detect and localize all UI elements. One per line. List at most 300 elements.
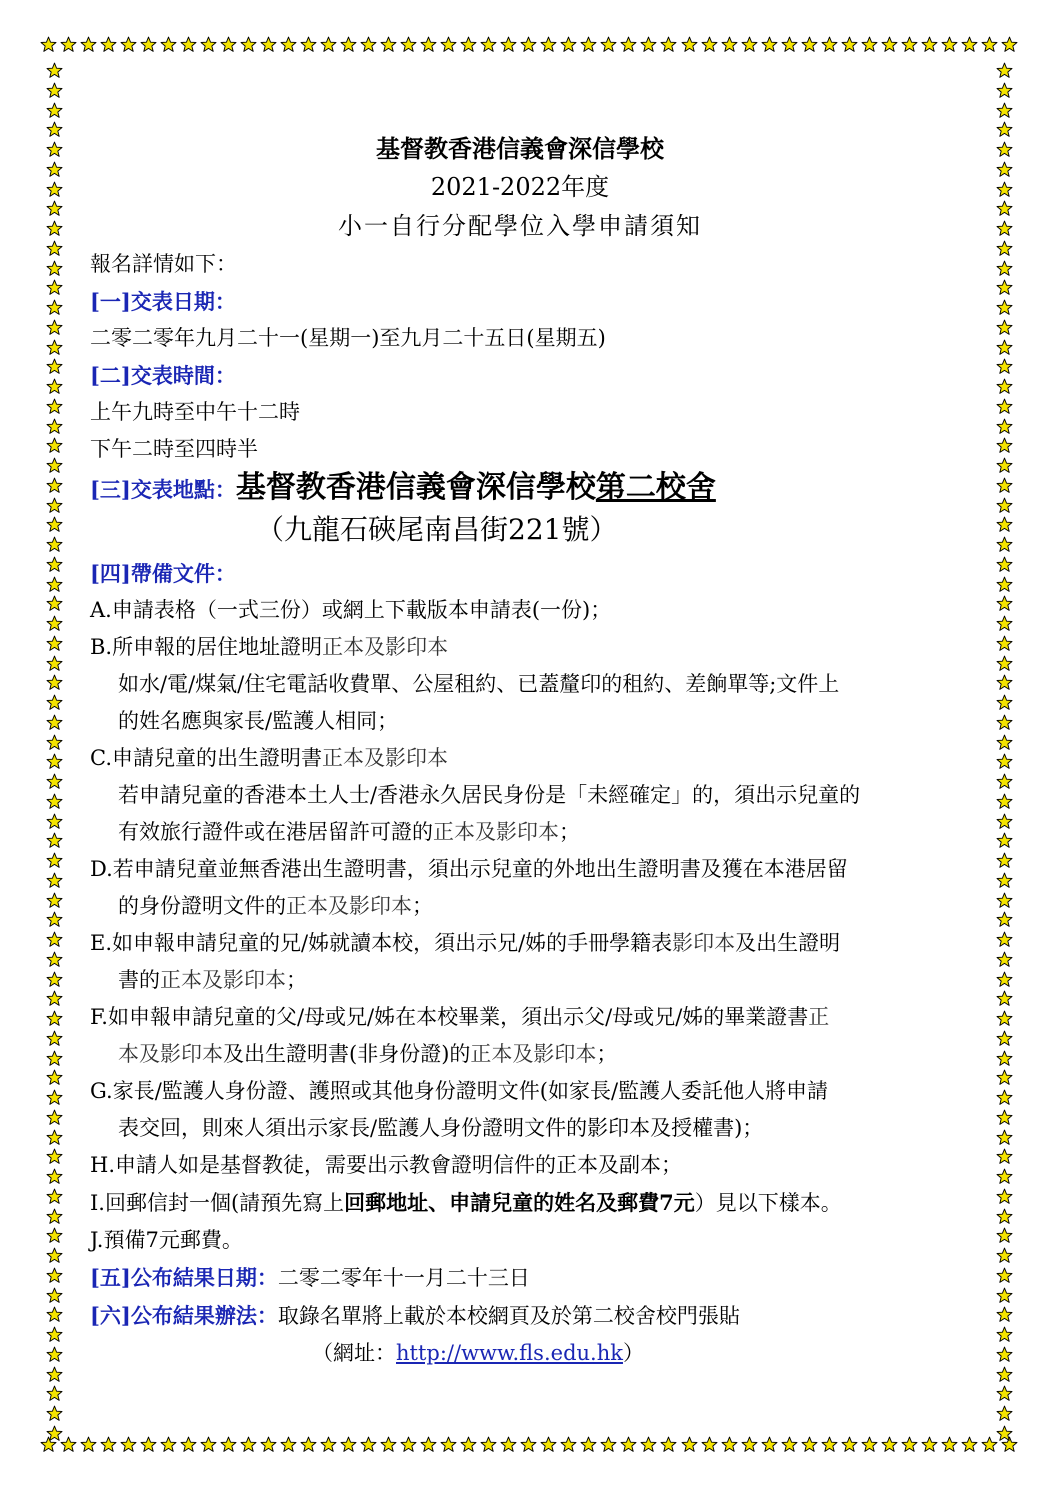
item-i-bold: 回郵地址、申請兒童的姓名及郵費7元 [344,1190,695,1215]
star-outline-icon [46,1247,63,1264]
star-outline-icon [46,121,63,138]
star-outline-icon [996,635,1013,652]
star-outline-icon [240,36,257,53]
star-outline-icon [46,734,63,751]
section-submission-date-heading: [一]交表日期： [90,289,236,314]
submission-time-morning: 上午九時至中午十二時 [90,400,300,424]
section-submission-time-heading: [二]交表時間： [90,363,236,388]
star-outline-icon [140,36,157,53]
star-outline-icon [540,1436,557,1453]
star-outline-icon [46,220,63,237]
star-outline-icon [841,36,858,53]
item-e-text: E.如申報申請兒童的兄/姊就讀本校，須出示兄/姊的手冊學籍表 [90,931,673,955]
star-outline-icon [46,1030,63,1047]
star-outline-icon [46,1109,63,1126]
star-outline-icon [46,576,63,593]
star-outline-icon [100,36,117,53]
star-outline-icon [996,1267,1013,1284]
star-outline-icon [881,1436,898,1453]
document-item-d-line2 [90,888,990,925]
star-outline-icon [996,1030,1013,1047]
star-outline-icon [640,36,657,53]
star-outline-icon [540,36,557,53]
star-outline-icon [996,1287,1013,1304]
star-outline-icon [996,299,1013,316]
item-d-line2-text: 的身份證明文件的 [118,894,286,918]
star-outline-icon [996,1405,1013,1422]
star-outline-icon [160,1436,177,1453]
star-outline-icon [180,1436,197,1453]
star-outline-icon [996,674,1013,691]
document-item-a: A.申請表格（一式三份）或網上下載版本申請表(一份)； [90,598,612,622]
star-outline-icon [320,1436,337,1453]
item-c-text: C.申請兒童的出生證明書 [90,746,322,770]
star-outline-icon [996,1425,1013,1442]
star-outline-icon [681,1436,698,1453]
item-e-line2-text: 書的 [118,968,160,992]
star-outline-icon [200,36,217,53]
star-outline-icon [996,1050,1013,1067]
website-suffix: ） [622,1341,644,1365]
star-outline-icon [46,418,63,435]
notice-title: 小一自行分配學位入學申請須知 [338,212,702,240]
star-outline-icon [996,1385,1013,1402]
star-outline-icon [46,793,63,810]
star-outline-icon [996,121,1013,138]
star-outline-icon [46,1366,63,1383]
item-b-highlight: 正本及影印本 [322,635,449,659]
star-outline-icon [996,556,1013,573]
star-outline-icon [46,398,63,415]
star-outline-icon [46,990,63,1007]
star-outline-icon [600,36,617,53]
item-e-highlight: 影印本 [672,931,736,955]
star-outline-icon [220,1436,237,1453]
result-date-text: 二零二零年十一月二十三日 [277,1266,530,1290]
star-outline-icon [996,773,1013,790]
item-e-line2-highlight: 正本及影印本 [160,968,286,992]
star-outline-icon [520,36,537,53]
star-outline-icon [46,536,63,553]
document-item-f-line2 [90,1036,990,1073]
star-outline-icon [996,141,1013,158]
item-e-line2-suffix: ； [286,968,307,992]
star-outline-icon [996,220,1013,237]
star-outline-icon [46,1089,63,1106]
star-outline-icon [901,36,918,53]
star-outline-icon [640,1436,657,1453]
website-prefix: （網址： [312,1341,396,1365]
star-outline-icon [996,655,1013,672]
star-outline-icon [60,36,77,53]
star-outline-icon [981,36,998,53]
star-outline-icon [46,181,63,198]
star-outline-icon [46,1227,63,1244]
star-outline-icon [996,615,1013,632]
star-outline-icon [460,36,477,53]
star-outline-icon [46,516,63,533]
star-outline-icon [861,1436,878,1453]
star-outline-icon [996,1089,1013,1106]
section-result-method [90,1297,990,1335]
item-i-text: I.回郵信封一個(請預先寫上 [90,1191,345,1215]
item-f-line2-suffix: ； [596,1042,618,1066]
star-outline-icon [996,536,1013,553]
star-outline-icon [801,36,818,53]
star-outline-icon [46,497,63,514]
document-item-g: G.家長/監護人身份證、護照或其他身份證明文件(如家長/監護人委託他人將申請 [90,1079,829,1103]
star-outline-icon [46,1208,63,1225]
document-item-h: H.申請人如是基督教徒，需要出示教會證明信件的正本及副本； [90,1153,682,1177]
item-c-line3-text: 有效旅行證件或在港居留許可證的 [118,820,433,844]
document-item-b [90,629,990,666]
star-outline-icon [46,1188,63,1205]
star-outline-icon [500,36,517,53]
star-outline-icon [996,793,1013,810]
star-outline-icon [996,240,1013,257]
star-outline-icon [120,36,137,53]
star-outline-icon [996,951,1013,968]
location-address: （九龍石硤尾南昌街221號） [256,513,618,546]
section-documents-heading: [四]帶備文件： [90,561,236,586]
star-outline-icon [600,1436,617,1453]
star-outline-icon [996,1168,1013,1185]
star-outline-icon [46,1267,63,1284]
star-outline-icon [996,339,1013,356]
star-outline-icon [46,892,63,909]
school-title: 基督教香港信義會深信學校 [376,134,664,163]
star-outline-icon [996,200,1013,217]
star-outline-icon [300,1436,317,1453]
star-outline-icon [380,36,397,53]
star-outline-icon [280,36,297,53]
star-outline-icon [46,200,63,217]
item-f-line2-text: 及出生證明書(非身份證)的 [223,1042,471,1066]
star-outline-icon [46,299,63,316]
star-outline-icon [761,36,778,53]
star-outline-icon [996,1326,1013,1343]
star-outline-icon [46,1168,63,1185]
star-outline-icon [996,1227,1013,1244]
star-outline-icon [996,437,1013,454]
star-outline-icon [996,477,1013,494]
star-outline-icon [46,714,63,731]
star-outline-icon [841,1436,858,1453]
star-outline-icon [941,1436,958,1453]
item-d-line2-highlight: 正本及影印本 [286,894,412,918]
star-outline-icon [901,1436,918,1453]
star-outline-icon [620,36,637,53]
star-outline-icon [46,102,63,119]
star-outline-icon [46,872,63,889]
star-outline-icon [996,694,1013,711]
star-outline-icon [420,36,437,53]
star-outline-icon [1001,36,1018,53]
star-outline-icon [46,971,63,988]
star-outline-icon [996,102,1013,119]
star-outline-icon [741,1436,758,1453]
star-outline-icon [46,852,63,869]
document-item-b-line2: 如水/電/煤氣/住宅電話收費單、公屋租約、已蓋釐印的租約、差餉單等;文件上 [118,672,840,696]
star-outline-icon [996,1306,1013,1323]
section-result-date-heading: [五]公布結果日期： [90,1265,278,1290]
star-outline-icon [320,36,337,53]
star-outline-icon [996,418,1013,435]
star-outline-icon [560,36,577,53]
item-d-line2-suffix: ； [412,894,433,918]
star-outline-icon [996,971,1013,988]
star-outline-icon [200,1436,217,1453]
star-outline-icon [996,378,1013,395]
star-outline-icon [721,1436,738,1453]
star-outline-icon [996,319,1013,336]
star-outline-icon [480,1436,497,1453]
star-outline-icon [996,1366,1013,1383]
star-outline-icon [781,36,798,53]
star-outline-icon [921,1436,938,1453]
star-outline-icon [46,260,63,277]
item-f-line2-highlight2: 正本及影印本 [470,1042,597,1066]
star-outline-icon [420,1436,437,1453]
star-outline-icon [46,911,63,928]
star-outline-icon [996,358,1013,375]
star-outline-icon [260,36,277,53]
item-e-suffix: 及出生證明 [735,931,841,955]
star-outline-icon [996,576,1013,593]
document-item-i [90,1184,990,1222]
star-outline-icon [46,161,63,178]
document-item-f [90,999,990,1036]
star-outline-icon [46,1050,63,1067]
section-result-method-heading: [六]公布結果辦法： [90,1303,278,1328]
star-outline-icon [660,36,677,53]
item-f-line2-highlight1: 本及影印本 [118,1042,223,1066]
star-outline-icon [280,1436,297,1453]
star-outline-icon [996,1148,1013,1165]
star-outline-icon [46,457,63,474]
star-outline-icon [801,1436,818,1453]
star-outline-icon [360,1436,377,1453]
document-item-e-line2 [90,962,990,999]
section-submission-date-text: 二零二零年九月二十一(星期一)至九月二十五日(星期五) [90,326,606,350]
star-outline-icon [80,1436,97,1453]
star-outline-icon [46,319,63,336]
star-outline-icon [46,674,63,691]
item-f-highlight: 正 [808,1005,830,1029]
star-outline-icon [46,635,63,652]
star-outline-icon [961,36,978,53]
star-outline-icon [46,358,63,375]
website-link[interactable]: http://www.fls.edu.hk [396,1341,623,1365]
notice-content [90,130,990,1372]
star-outline-icon [46,1306,63,1323]
star-outline-icon [300,36,317,53]
document-item-j: J.預備7元郵費。 [90,1228,243,1252]
intro-text: 報名詳情如下： [90,252,237,276]
submission-time-afternoon: 下午二時至四時半 [90,437,258,461]
star-outline-icon [996,62,1013,79]
star-outline-icon [480,36,497,53]
section-location-heading: [三]交表地點： [90,477,236,502]
star-outline-icon [46,141,63,158]
star-outline-icon [46,773,63,790]
star-outline-icon [46,951,63,968]
star-outline-icon [46,1346,63,1363]
star-outline-icon [260,1436,277,1453]
star-outline-icon [46,832,63,849]
star-outline-icon [660,1436,677,1453]
star-outline-icon [520,1436,537,1453]
star-border-left [46,62,68,1442]
star-outline-icon [46,753,63,770]
star-outline-icon [996,279,1013,296]
star-outline-icon [46,1010,63,1027]
star-outline-icon [440,1436,457,1453]
star-outline-icon [821,1436,838,1453]
star-outline-icon [440,36,457,53]
star-outline-icon [46,82,63,99]
document-item-g-line2: 表交回，則來人須出示家長/監護人身份證明文件的影印本及授權書)； [118,1116,764,1140]
star-outline-icon [46,339,63,356]
star-outline-icon [620,1436,637,1453]
star-outline-icon [180,36,197,53]
star-outline-icon [46,437,63,454]
item-i-suffix: ）見以下樣本。 [694,1191,842,1215]
star-outline-icon [46,615,63,632]
star-outline-icon [80,36,97,53]
star-outline-icon [996,753,1013,770]
star-outline-icon [996,516,1013,533]
star-outline-icon [996,734,1013,751]
section-location [90,468,990,511]
star-outline-icon [580,1436,597,1453]
star-outline-icon [721,36,738,53]
star-outline-icon [46,62,63,79]
item-f-text: F.如申報申請兒童的父/母或兄/姊在本校畢業，須出示父/母或兄/姊的畢業證書 [90,1005,809,1029]
item-c-line3-highlight: 正本及影印本 [433,820,559,844]
star-outline-icon [921,36,938,53]
star-outline-icon [400,1436,417,1453]
star-outline-icon [380,1436,397,1453]
document-item-b-line3: 的姓名應與家長/監護人相同； [118,709,399,733]
star-outline-icon [881,36,898,53]
star-outline-icon [46,595,63,612]
star-outline-icon [46,556,63,573]
star-outline-icon [46,240,63,257]
star-outline-icon [681,36,698,53]
website-line [90,1335,990,1372]
star-outline-icon [761,1436,778,1453]
star-outline-icon [100,1436,117,1453]
star-outline-icon [46,1405,63,1422]
star-outline-icon [996,82,1013,99]
star-outline-icon [996,457,1013,474]
star-outline-icon [996,911,1013,928]
star-outline-icon [160,36,177,53]
star-outline-icon [996,1208,1013,1225]
star-outline-icon [46,931,63,948]
star-outline-icon [701,36,718,53]
star-outline-icon [996,1346,1013,1363]
star-outline-icon [741,36,758,53]
star-outline-icon [46,477,63,494]
star-outline-icon [996,181,1013,198]
star-outline-icon [996,398,1013,415]
star-outline-icon [996,1109,1013,1126]
star-outline-icon [120,1436,137,1453]
star-outline-icon [46,694,63,711]
star-outline-icon [996,990,1013,1007]
star-outline-icon [941,36,958,53]
star-outline-icon [996,892,1013,909]
star-outline-icon [996,1247,1013,1264]
document-item-c-line2: 若申請兒童的香港本土人士/香港永久居民身份是「未經確定」的，須出示兒童的 [118,783,861,807]
star-outline-icon [220,36,237,53]
star-outline-icon [46,1425,63,1442]
star-outline-icon [996,1188,1013,1205]
document-item-c [90,740,990,777]
star-outline-icon [961,1436,978,1453]
star-outline-icon [46,1148,63,1165]
star-outline-icon [46,1129,63,1146]
document-item-c-line3 [90,814,990,851]
document-item-e [90,925,990,962]
star-outline-icon [996,832,1013,849]
star-outline-icon [400,36,417,53]
star-outline-icon [996,872,1013,889]
star-outline-icon [996,161,1013,178]
academic-year: 2021-2022年度 [430,173,610,201]
document-item-d: D.若申請兒童並無香港出生證明書，須出示兒童的外地出生證明書及獲在本港居留 [90,857,848,881]
star-outline-icon [46,378,63,395]
location-school-name: 基督教香港信義會深信學校 [235,470,596,505]
star-outline-icon [240,1436,257,1453]
star-outline-icon [140,1436,157,1453]
title-block [70,130,970,246]
star-outline-icon [46,1069,63,1086]
star-outline-icon [996,595,1013,612]
star-outline-icon [46,813,63,830]
star-outline-icon [46,1287,63,1304]
item-b-text: B.所申報的居住地址證明 [90,635,323,659]
star-outline-icon [996,931,1013,948]
star-outline-icon [701,1436,718,1453]
section-result-date [90,1259,990,1297]
star-border-bottom [40,1436,1018,1458]
star-outline-icon [340,1436,357,1453]
star-outline-icon [996,497,1013,514]
star-outline-icon [40,36,57,53]
star-outline-icon [996,260,1013,277]
star-outline-icon [560,1436,577,1453]
star-outline-icon [340,36,357,53]
star-outline-icon [996,813,1013,830]
star-outline-icon [861,36,878,53]
star-outline-icon [781,1436,798,1453]
star-outline-icon [460,1436,477,1453]
star-outline-icon [360,36,377,53]
star-outline-icon [996,852,1013,869]
star-outline-icon [996,714,1013,731]
star-outline-icon [996,1069,1013,1086]
item-c-highlight: 正本及影印本 [322,746,448,770]
star-outline-icon [580,36,597,53]
star-outline-icon [46,655,63,672]
location-campus: 第二校舍 [595,470,716,505]
star-outline-icon [996,1129,1013,1146]
star-border-right [996,62,1018,1442]
result-method-text: 取錄名單將上載於本校網頁及於第二校舍校門張貼 [277,1304,740,1328]
